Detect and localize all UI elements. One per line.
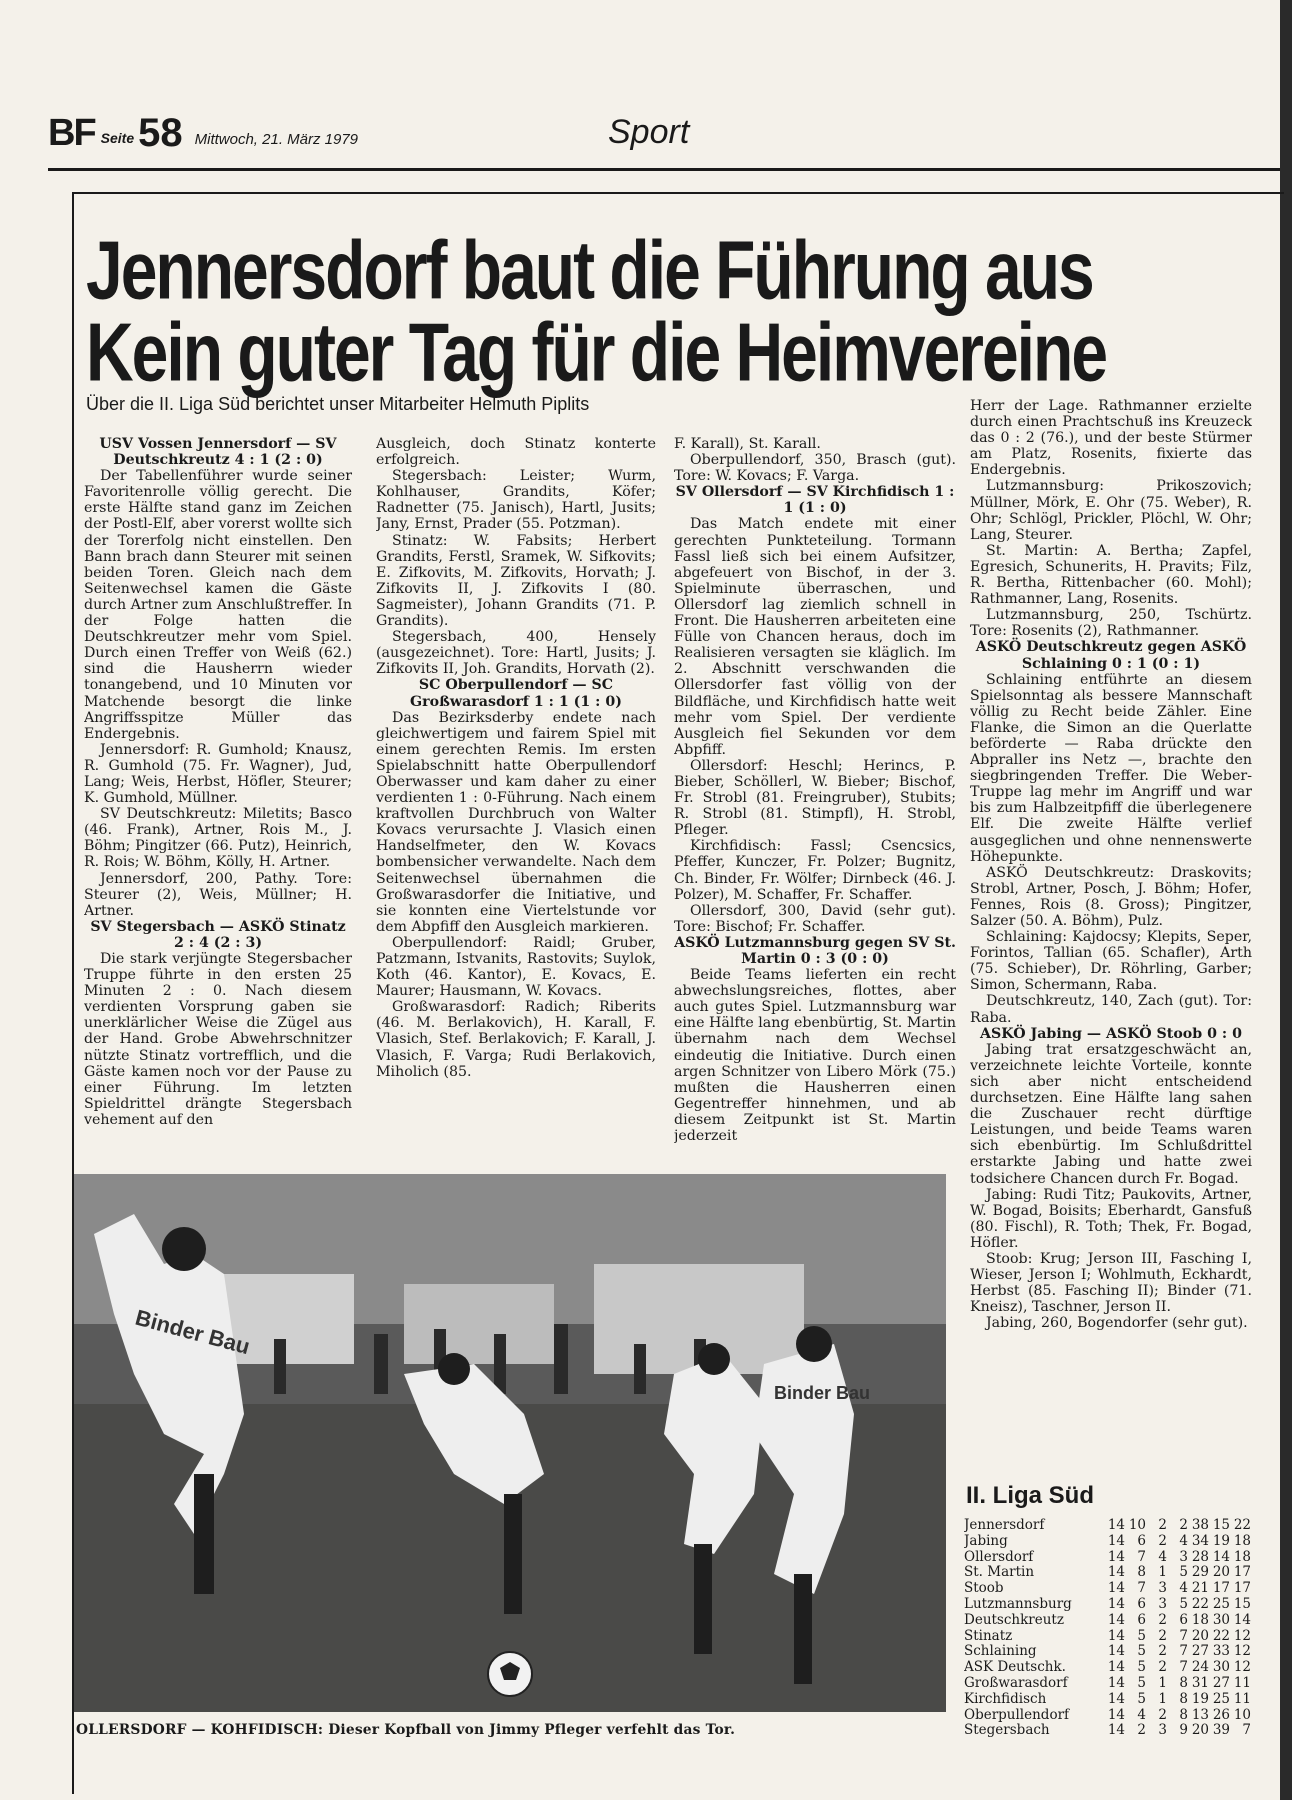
table-cell: 14: [1107, 1722, 1125, 1739]
table-cell: 14: [1107, 1517, 1125, 1533]
article-paragraph: Großwarasdorf: Radich; Riberits (46. M. Berlakovich), H. Karall, F. Vlasich, Stef. Berlakovich; F. Karall, J. Vlasich, F. Varga; Rudi Berlakovich, Miholich (85.: [376, 999, 656, 1080]
match-heading: SV Ollersdorf — SV Kirchfidisch 1 : 1 (1 : 0): [675, 484, 955, 517]
table-cell: 14: [1233, 1611, 1251, 1628]
league-table: [964, 1518, 1252, 1739]
table-cell: 8: [1179, 1706, 1188, 1723]
page-number: 58: [138, 111, 183, 155]
table-cell: 7: [1137, 1580, 1146, 1597]
match-heading: ASKÖ Jabing — ASKÖ Stoob 0 : 0: [980, 1025, 1242, 1042]
table-row: [964, 1676, 1252, 1692]
article-paragraph: Jennersdorf: R. Gumhold; Knausz, R. Gumhold (75. Fr. Wagner), Jud, Lang; Weis, Herbst, Höfler, Steurer; K. Gumhold, Müllner.: [84, 741, 352, 807]
table-cell: 22: [1233, 1517, 1251, 1533]
team-name: Großwarasdorf: [964, 1675, 1068, 1691]
article-paragraph: Ollersdorf, 300, David (sehr gut). Tore: Bischof; Fr. Schaffer.: [674, 902, 956, 935]
table-cell: 14: [1107, 1706, 1125, 1723]
table-cell: 12: [1233, 1643, 1251, 1660]
jersey-text-right: Binder Bau: [774, 1383, 871, 1403]
table-row: [964, 1708, 1252, 1724]
team-name: Stegersbach: [964, 1723, 1050, 1739]
table-cell: 14: [1212, 1548, 1230, 1565]
team-name: Kirchfidisch: [964, 1691, 1047, 1707]
match-heading: ASKÖ Deutschkreutz gegen ASKÖ Schlaining 0 : 1 (0 : 1): [975, 639, 1247, 672]
table-cell: 8: [1137, 1564, 1146, 1581]
table-cell: 7: [1137, 1548, 1146, 1565]
table-row: [964, 1613, 1252, 1629]
table-cell: 11: [1233, 1690, 1251, 1707]
table-cell: 2: [1158, 1643, 1167, 1660]
league-table-title: II. Liga Süd: [966, 1482, 1095, 1509]
article-paragraph: Oberpullendorf, 350, Brasch (gut). Tore: W. Kovacs; F. Varga.: [674, 452, 956, 485]
table-cell: 6: [1137, 1595, 1146, 1612]
table-cell: 3: [1158, 1580, 1167, 1597]
table-cell: 7: [1242, 1722, 1251, 1739]
table-cell: 11: [1233, 1674, 1251, 1691]
table-cell: 14: [1107, 1595, 1125, 1612]
table-cell: 8: [1179, 1690, 1188, 1707]
article-paragraph: Schlaining: Kajdocsy; Klepits, Seper, Forintos, Tallian (65. Schafler), Arth (75. Schieber), Dr. Röhrling, Garber; Simon, Schermann, Raba.: [970, 929, 1252, 994]
article-paragraph: SV Deutschkreutz: Miletits; Basco (46. Frank), Artner, Rois M., J. Böhm; Pingitzer (66. Putz), Heinrich, R. Rois; W. Böhm, Kölly, H. Artner.: [84, 806, 352, 871]
table-cell: 2: [1158, 1517, 1167, 1533]
table-cell: 10: [1233, 1706, 1251, 1723]
headline-line-1: Jennersdorf baut die Führung aus: [86, 223, 1093, 316]
table-cell: 31: [1191, 1674, 1209, 1691]
article-paragraph: F. Karall), St. Karall.: [674, 436, 821, 452]
article-paragraph: Stinatz: W. Fabsits; Herbert Grandits, Ferstl, Sramek, W. Sifkovits; E. Zifkovits, M. Zifkovits, Horvath; J. Zifkovits II, J. Zifkovits I (80. Sagmeister), Johann Grandits (71. P. Grandits).: [376, 532, 656, 630]
table-cell: 34: [1191, 1532, 1209, 1549]
team-name: Jabing: [964, 1533, 1008, 1549]
table-cell: 18: [1233, 1532, 1251, 1549]
table-cell: 39: [1212, 1722, 1230, 1739]
table-cell: 2: [1158, 1627, 1167, 1644]
table-cell: 12: [1233, 1627, 1251, 1644]
table-cell: 3: [1179, 1548, 1188, 1565]
table-cell: 17: [1233, 1564, 1251, 1581]
table-row: [964, 1723, 1252, 1739]
table-cell: 4: [1137, 1706, 1146, 1723]
table-cell: 5: [1137, 1674, 1146, 1691]
table-cell: 17: [1212, 1580, 1230, 1597]
table-cell: 5: [1137, 1643, 1146, 1660]
team-name: Ollersdorf: [964, 1549, 1034, 1565]
article-paragraph: Jennersdorf, 200, Pathy. Tore: Steurer (2), Weis, Müllner; H. Artner.: [84, 870, 352, 919]
table-cell: 5: [1137, 1627, 1146, 1644]
match-heading: SV Stegersbach — ASKÖ Stinatz 2 : 4 (2 : 3): [90, 918, 346, 951]
byline: Über die II. Liga Süd berichtet unser Mitarbeiter Helmuth Piplits: [86, 394, 590, 414]
table-row: [964, 1597, 1252, 1613]
table-cell: 27: [1191, 1643, 1209, 1660]
table-cell: 1: [1158, 1674, 1167, 1691]
table-cell: 8: [1179, 1674, 1188, 1691]
masthead-logo: BF: [48, 112, 95, 154]
article-paragraph: Kirchfidisch: Fassl; Csencsics, Pfeffer, Kunczer, Fr. Polzer; Bugnitz, Ch. Binder, Fr. Wölfer; Dirnbeck (46. J. Polzer), M. Schaffer, Fr. Schaffer.: [674, 838, 956, 903]
table-cell: 14: [1107, 1580, 1125, 1597]
article-paragraph: Stegersbach: Leister; Wurm, Kohlhauser, Grandits, Köfer; Radnetter (75. Janisch), Hartl, Jusits; Jany, Ernst, Prader (55. Potzman).: [376, 468, 656, 533]
table-cell: 26: [1212, 1706, 1230, 1723]
table-cell: 2: [1158, 1659, 1167, 1676]
article-paragraph: Jabing, 260, Bogendorfer (sehr gut).: [986, 1315, 1248, 1332]
table-cell: 3: [1158, 1595, 1167, 1612]
table-row: [964, 1565, 1252, 1581]
article-paragraph: Das Bezirksderby endete nach gleichwertigem und fairem Spiel mit einem gerechten Remis. Im ersten Spielabschnitt hatte Oberpullendorf Oberwasser und kam daher zu einer verdienten 1 : 0-Führung. Nach einem kraftvollen Durchbruch von Walter Kovacs verursachte J. Vlasich einen Handselfmeter, den W. Kovacs bombensicher verwandelte. Nach dem Seitenwechsel übernahmen die Großwarasdorfer die Initiative, und sie konnten eine Viertelstunde vor dem Abpfiff den Ausgleich markieren.: [376, 709, 656, 935]
table-cell: 1: [1158, 1564, 1167, 1581]
match-heading: ASKÖ Lutzmannsburg gegen SV St. Martin 0 : 3 (0 : 0): [674, 934, 956, 967]
table-row: [964, 1550, 1252, 1566]
table-cell: 25: [1212, 1690, 1230, 1707]
table-row: [964, 1629, 1252, 1645]
table-cell: 29: [1191, 1564, 1209, 1581]
table-cell: 14: [1107, 1611, 1125, 1628]
team-name: ASK Deutschk.: [964, 1660, 1066, 1676]
article-paragraph: Stoob: Krug; Jerson III, Fasching I, Wieser, Jerson I; Wohlmuth, Eckhardt, Herbst (85. Fasching II); Binder (71. Kneisz), Taschner, Jerson II.: [970, 1250, 1252, 1316]
section-title: Sport: [608, 113, 690, 151]
table-cell: 3: [1158, 1722, 1167, 1739]
article-paragraph: Ollersdorf: Heschl; Herincs, P. Bieber, Schöllerl, W. Bieber; Bischof, Fr. Strobl (81. Freingruber), Stubits; R. Strobl (81. Stimpfl), H. Strobl, Pfleger.: [674, 757, 956, 839]
article-paragraph: ASKÖ Deutschkreutz: Draskovits; Strobl, Artner, Posch, J. Böhm; Hofer, Fennes, Rois (8. Gross); Pingitzer, Salzer (50. A. Böhm), Pulz.: [970, 864, 1252, 929]
table-cell: 5: [1179, 1564, 1188, 1581]
table-row: [964, 1518, 1252, 1534]
team-name: Jennersdorf: [964, 1518, 1045, 1533]
article-paragraph: Beide Teams lieferten ein recht abwechslungsreiches, flottes, aber auch gutes Spiel. Lutzmannsburg war eine Hälfte lang ebenbürtig, St. Martin übernahm nach dem Wechsel eindeutig die Initiative. Durch einen argen Schnitzer von Libero Mörk (75.) mußten die Hausherren einen Gegentreffer hinnehmen, und ab diesem Zeitpunkt ist St. Martin jederzeit: [674, 967, 956, 1145]
table-cell: 7: [1179, 1627, 1188, 1644]
table-cell: 12: [1233, 1659, 1251, 1676]
header-rule: [48, 168, 1280, 171]
table-cell: 24: [1191, 1659, 1209, 1676]
table-cell: 7: [1179, 1659, 1188, 1676]
table-cell: 33: [1212, 1643, 1230, 1660]
article-column-4: [970, 398, 1252, 1476]
table-cell: 5: [1179, 1595, 1188, 1612]
match-heading: USV Vossen Jennersdorf — SV Deutschkreutz 4 : 1 (2 : 0): [99, 436, 337, 469]
table-row: [964, 1534, 1252, 1550]
table-cell: 28: [1191, 1548, 1209, 1565]
jersey-text-left: Binder Bau: [132, 1304, 253, 1360]
table-cell: 14: [1107, 1532, 1125, 1549]
article-column-1: [84, 436, 352, 1166]
article-paragraph: Der Tabellenführer wurde seiner Favoritenrolle völlig gerecht. Die erste Hälfte stand ganz im Zeichen der Postl-Elf, aber vorerst wollte sich der Torerfolg nicht einstellen. Den Bann brach dann Steurer mit seinen beiden Toren. Gleich nach dem Seitenwechsel kamen die Gäste durch Artner zum Anschlußtreffer. In der Folge hatten die Deutschkreutzer mehr vom Spiel. Durch einen Treffer von Weiß (62.) sind die Hausherrn wieder tonangebend, und 10 Minuten vor Matchende besorgt die linke Angriffsspitze Müller das Endergebnis.: [84, 468, 352, 742]
table-cell: 14: [1107, 1659, 1125, 1676]
match-heading: SC Oberpullendorf — SC Großwarasdorf 1 : 1 (1 : 0): [410, 677, 622, 710]
seite-label: Seite: [100, 130, 135, 146]
table-cell: 22: [1212, 1627, 1230, 1644]
table-cell: 4: [1158, 1548, 1167, 1565]
table-cell: 18: [1191, 1611, 1209, 1628]
table-cell: 2: [1137, 1722, 1146, 1739]
table-cell: 17: [1233, 1580, 1251, 1597]
article-paragraph: Lutzmannsburg, 250, Tschürtz. Tore: Rosenits (2), Rathmanner.: [970, 607, 1252, 640]
team-name: Oberpullendorf: [964, 1707, 1070, 1723]
article-paragraph: Jabing trat ersatzgeschwächt an, verzeichnete leichte Vorteile, konnte sich aber nicht entscheidend durchsetzen. Eine Hälfte lang sahen die Zuschauer recht dürftige Leistungen, und beide Teams waren sich ebenbürtig. Im Schlußdrittel erstarkte Jabing und hatte zwei todsichere Chancen durch Fr. Bogad.: [970, 1041, 1252, 1187]
headline-line-2: Kein guter Tag für die Heimvereine: [86, 305, 1107, 398]
article-paragraph: Herr der Lage. Rathmanner erzielte durch einen Prachtschuß ins Kreuzeck das 0 : 2 (76.), und der beste Stürmer am Platz, Rosenits, fixierte das Endergebnis.: [970, 398, 1252, 479]
table-cell: 25: [1212, 1595, 1230, 1612]
table-cell: 4: [1179, 1532, 1188, 1549]
table-cell: 21: [1191, 1580, 1209, 1597]
table-cell: 14: [1107, 1674, 1125, 1691]
table-cell: 15: [1212, 1517, 1230, 1533]
table-cell: 38: [1191, 1517, 1209, 1533]
team-name: Stoob: [964, 1581, 1004, 1597]
table-cell: 20: [1191, 1627, 1209, 1644]
masthead: [48, 111, 359, 155]
article-paragraph: Das Match endete mit einer gerechten Punkteteilung. Tormann Fassl ließ sich bei einem Aufsitzer, abgefeuert von Bischof, in der 3. Spielminute überraschen, und Ollersdorf lag ziemlich schnell in Front. Die Hausherren arbeiteten eine Fülle von Chancen heraus, doch im Realisieren versagten sie kläglich. Im 2. Abschnitt verschwanden die Ollersdorfer fast völlig von der Bildfläche, und Kirchfidisch hatte weit mehr vom Spiel. Der verdiente Ausgleich fiel Sekunden vor dem Abpfiff.: [674, 516, 956, 758]
table-row: [964, 1581, 1252, 1597]
table-cell: 20: [1212, 1564, 1230, 1581]
table-cell: 14: [1107, 1548, 1125, 1565]
table-cell: 27: [1212, 1674, 1230, 1691]
article-paragraph: Ausgleich, doch Stinatz konterte erfolgreich.: [376, 436, 656, 469]
team-name: Stinatz: [964, 1628, 1013, 1644]
team-name: Lutzmannsburg: [964, 1596, 1072, 1612]
article-column-2: [376, 436, 656, 1166]
table-cell: 18: [1233, 1548, 1251, 1565]
table-row: [964, 1660, 1252, 1676]
article-paragraph: Schlaining entführte an diesem Spielsonntag als bessere Mannschaft völlig zu Recht beide Zähler. Eine Flanke, die Simon an die Querlatte beförderte — Raba drückte den Abpraller ins Netz —, brachte den siegbringenden Treffer. Die Weber-Truppe lag mehr im Angriff und war bis zum Halbzeitpfiff die überlegenere Elf. Die zweite Hälfte verlief ausgeglichen und ohne nennenswerte Höhepunkte.: [970, 671, 1252, 865]
article-paragraph: Jabing: Rudi Titz; Paukovits, Artner, W. Bogad, Boisits; Eberhardt, Gansfuß (80. Fischl), R. Toth; Thek, Fr. Bogad, Höfler.: [970, 1186, 1252, 1251]
table-cell: 7: [1179, 1643, 1188, 1660]
table-cell: 2: [1179, 1517, 1188, 1533]
match-photo: [74, 1174, 946, 1712]
table-cell: 15: [1233, 1595, 1251, 1612]
table-cell: 14: [1107, 1690, 1125, 1707]
article-paragraph: Die stark verjüngte Stegersbacher Truppe führte in den ersten 25 Minuten 2 : 0. Nach diesem verdienten Vorsprung gaben sie unerklärlicher Weise die Zügel aus der Hand. Grobe Abwehrschnitzer nützte Stinatz vortrefflich, und die Gäste kamen noch vor der Pause zu einer Führung. Im letzten Spieldrittel drängte Stegersbach vehement auf den: [84, 951, 352, 1128]
article-column-3: [674, 436, 956, 1166]
table-cell: 30: [1212, 1659, 1230, 1676]
team-name: St. Martin: [964, 1565, 1035, 1581]
table-cell: 4: [1179, 1580, 1188, 1597]
table-cell: 9: [1179, 1722, 1188, 1739]
article-paragraph: Deutschkreutz, 140, Zach (gut). Tor: Raba.: [970, 993, 1252, 1026]
team-name: Schlaining: [964, 1644, 1037, 1660]
table-cell: 14: [1107, 1627, 1125, 1644]
table-cell: 19: [1212, 1532, 1230, 1549]
article-paragraph: Oberpullendorf: Raidl; Gruber, Patzmann, Istvanits, Rastovits; Suylok, Koth (46. Kantor), E. Kovacs, E. Maurer; Hausmann, W. Kovacs.: [376, 934, 656, 1000]
table-cell: 2: [1158, 1532, 1167, 1549]
table-row: [964, 1644, 1252, 1660]
table-cell: 5: [1137, 1690, 1146, 1707]
table-cell: 2: [1158, 1706, 1167, 1723]
table-cell: 13: [1191, 1706, 1209, 1723]
table-cell: 6: [1137, 1611, 1146, 1628]
table-cell: 6: [1137, 1532, 1146, 1549]
issue-date: Mittwoch, 21. März 1979: [194, 131, 359, 148]
team-name: Deutschkreutz: [964, 1612, 1064, 1628]
table-cell: 30: [1212, 1611, 1230, 1628]
table-cell: 19: [1191, 1690, 1209, 1707]
table-cell: 22: [1191, 1595, 1209, 1612]
table-cell: 6: [1179, 1611, 1188, 1628]
article-paragraph: Stegersbach, 400, Hensely (ausgezeichnet). Tore: Hartl, Jusits; J. Zifkovits II, Joh. Grandits, Horvath (2).: [376, 629, 656, 678]
table-row: [964, 1692, 1252, 1708]
article-paragraph: Lutzmannsburg: Prikoszovich; Müllner, Mörk, E. Ohr (75. Weber), R. Ohr; Schlögl, Prickler, Plöchl, W. Ohr; Lang, Steurer.: [970, 478, 1252, 543]
table-cell: 5: [1137, 1659, 1146, 1676]
match-photo-drawing: [74, 1174, 946, 1712]
table-cell: 20: [1191, 1722, 1209, 1739]
table-cell: 2: [1158, 1611, 1167, 1628]
table-cell: 14: [1107, 1564, 1125, 1581]
article-paragraph: St. Martin: A. Bertha; Zapfel, Egresich, Schunerits, H. Pravits; Filz, R. Bertha, Rittenbacher (60. Mohl); Rathmanner, Lang, Rosenits.: [970, 542, 1252, 608]
table-cell: 10: [1128, 1517, 1146, 1533]
table-cell: 14: [1107, 1643, 1125, 1660]
photo-caption: OLLERSDORF — KOHFIDISCH: Dieser Kopfball von Jimmy Pfleger verfehlt das Tor.: [76, 1722, 736, 1738]
table-cell: 1: [1158, 1690, 1167, 1707]
